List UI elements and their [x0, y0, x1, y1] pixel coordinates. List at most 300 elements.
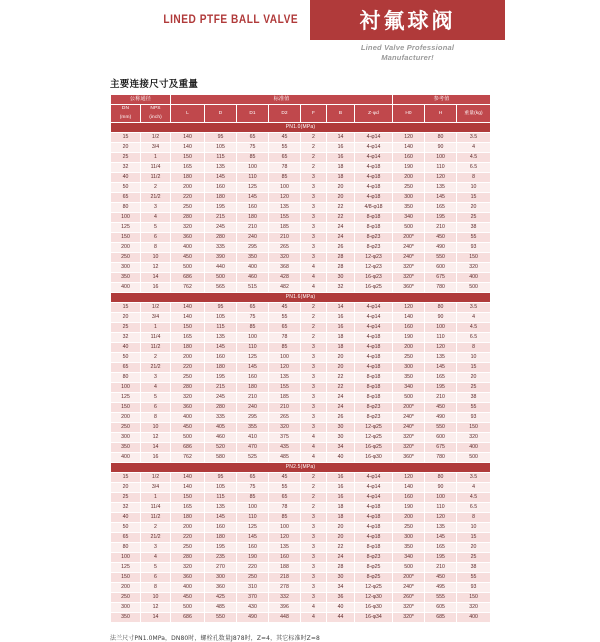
- cell-kg: 400: [457, 443, 491, 453]
- cell-zd: 4/8-φ18: [355, 203, 393, 213]
- cell-zd: 8-φ25: [355, 573, 393, 583]
- cell-d: 215: [205, 383, 237, 393]
- cell-h0: 500: [393, 563, 425, 573]
- cell-nps: 4: [141, 553, 171, 563]
- cell-zd: 4-φ18: [355, 503, 393, 513]
- table-row: [111, 583, 491, 593]
- cell-d2: 485: [269, 453, 301, 463]
- cell-b: 24: [327, 223, 355, 233]
- cell-dn: 20: [111, 483, 141, 493]
- cell-h: 210: [425, 393, 457, 403]
- cell-d2: 135: [269, 543, 301, 553]
- cell-l: 500: [171, 433, 205, 443]
- cell-dn: 100: [111, 383, 141, 393]
- table-row: [111, 333, 491, 343]
- cell-d2: 155: [269, 213, 301, 223]
- cell-zd: 16-φ23: [355, 273, 393, 283]
- cell-zd: 8-φ23: [355, 243, 393, 253]
- cell-d: 105: [205, 143, 237, 153]
- cell-d: 145: [205, 513, 237, 523]
- cell-h: 90: [425, 483, 457, 493]
- cell-l: 150: [171, 323, 205, 333]
- cell-kg: 4: [457, 483, 491, 493]
- cell-kg: 20: [457, 203, 491, 213]
- cell-kg: 25: [457, 383, 491, 393]
- cell-d: 195: [205, 373, 237, 383]
- cell-d: 280: [205, 233, 237, 243]
- cell-d1: 210: [237, 223, 269, 233]
- cell-d1: 295: [237, 413, 269, 423]
- table-row: [111, 203, 491, 213]
- cell-d: 195: [205, 203, 237, 213]
- cell-kg: 20: [457, 543, 491, 553]
- pressure-band-row: [111, 463, 491, 473]
- header-chinese-title: 衬氟球阀: [359, 9, 456, 33]
- group-header-0: 公称通径: [111, 95, 171, 105]
- table-row: [111, 593, 491, 603]
- table-row: [111, 143, 491, 153]
- cell-d2: 448: [269, 613, 301, 623]
- cell-kg: 500: [457, 453, 491, 463]
- cell-h0: 120: [393, 133, 425, 143]
- cell-dn: 80: [111, 543, 141, 553]
- cell-l: 140: [171, 133, 205, 143]
- cell-f: 3: [301, 243, 327, 253]
- cell-f: 3: [301, 213, 327, 223]
- cell-h0: 140: [393, 313, 425, 323]
- cell-dn: 50: [111, 353, 141, 363]
- cell-f: 4: [301, 613, 327, 623]
- cell-f: 3: [301, 353, 327, 363]
- cell-h0: 250: [393, 523, 425, 533]
- cell-d2: 375: [269, 433, 301, 443]
- cell-l: 280: [171, 553, 205, 563]
- cell-nps: 3/4: [141, 483, 171, 493]
- cell-d2: 100: [269, 523, 301, 533]
- cell-b: 28: [327, 263, 355, 273]
- cell-h: 450: [425, 573, 457, 583]
- cell-h: 195: [425, 383, 457, 393]
- table-row: [111, 423, 491, 433]
- cell-h0: 320*: [393, 443, 425, 453]
- cell-kg: 150: [457, 593, 491, 603]
- cell-dn: 50: [111, 183, 141, 193]
- cell-h0: 250: [393, 183, 425, 193]
- cell-f: 3: [301, 403, 327, 413]
- cell-d: 145: [205, 173, 237, 183]
- cell-h0: 240*: [393, 583, 425, 593]
- section-title: 主要连接尺寸及重量: [110, 79, 199, 90]
- cell-b: 18: [327, 503, 355, 513]
- cell-l: 280: [171, 383, 205, 393]
- cell-d2: 65: [269, 493, 301, 503]
- cell-kg: 38: [457, 563, 491, 573]
- cell-dn: 15: [111, 303, 141, 313]
- table-row: [111, 253, 491, 263]
- table-row: [111, 433, 491, 443]
- cell-d2: 78: [269, 503, 301, 513]
- cell-h: 550: [425, 423, 457, 433]
- column-header-zd: Z-φd: [355, 105, 393, 123]
- cell-f: 2: [301, 163, 327, 173]
- table-row: [111, 373, 491, 383]
- cell-l: 400: [171, 583, 205, 593]
- cell-nps: 5: [141, 563, 171, 573]
- cell-f: 3: [301, 413, 327, 423]
- cell-b: 22: [327, 543, 355, 553]
- cell-dn: 20: [111, 313, 141, 323]
- cell-zd: 4-φ18: [355, 523, 393, 533]
- cell-dn: 32: [111, 503, 141, 513]
- cell-d2: 185: [269, 393, 301, 403]
- cell-d2: 135: [269, 373, 301, 383]
- cell-nps: 14: [141, 443, 171, 453]
- cell-f: 3: [301, 583, 327, 593]
- cell-d2: 185: [269, 223, 301, 233]
- pressure-band-row: [111, 123, 491, 133]
- cell-h: 195: [425, 213, 457, 223]
- table-row: [111, 543, 491, 553]
- cell-f: 2: [301, 143, 327, 153]
- table-row: [111, 213, 491, 223]
- cell-dn: 80: [111, 203, 141, 213]
- cell-zd: 4-φ14: [355, 483, 393, 493]
- cell-d2: 160: [269, 553, 301, 563]
- cell-h: 100: [425, 153, 457, 163]
- cell-nps: 16: [141, 453, 171, 463]
- cell-zd: 8-φ23: [355, 233, 393, 243]
- cell-h: 675: [425, 273, 457, 283]
- cell-d: 425: [205, 593, 237, 603]
- cell-d: 460: [205, 433, 237, 443]
- cell-b: 14: [327, 133, 355, 143]
- header-english-title: LINED PTFE BALL VALVE: [163, 14, 298, 26]
- cell-b: 16: [327, 493, 355, 503]
- cell-b: 28: [327, 563, 355, 573]
- cell-l: 762: [171, 283, 205, 293]
- cell-b: 18: [327, 513, 355, 523]
- cell-dn: 350: [111, 443, 141, 453]
- cell-dn: 125: [111, 223, 141, 233]
- pressure-band-row: [111, 293, 491, 303]
- cell-d2: 435: [269, 443, 301, 453]
- cell-d1: 370: [237, 593, 269, 603]
- table-row: [111, 323, 491, 333]
- cell-nps: 3: [141, 373, 171, 383]
- cell-dn: 40: [111, 173, 141, 183]
- cell-l: 280: [171, 213, 205, 223]
- cell-dn: 32: [111, 163, 141, 173]
- cell-zd: 8-φ23: [355, 403, 393, 413]
- cell-b: 16: [327, 313, 355, 323]
- cell-h0: 200*: [393, 573, 425, 583]
- cell-h: 100: [425, 493, 457, 503]
- cell-l: 250: [171, 203, 205, 213]
- cell-dn: 65: [111, 193, 141, 203]
- cell-dn: 25: [111, 493, 141, 503]
- cell-nps: 10: [141, 593, 171, 603]
- column-header-d1: D1: [237, 105, 269, 123]
- cell-d2: 320: [269, 253, 301, 263]
- cell-zd: 8-φ18: [355, 543, 393, 553]
- cell-dn: 20: [111, 143, 141, 153]
- cell-nps: 5: [141, 393, 171, 403]
- cell-l: 140: [171, 303, 205, 313]
- cell-h0: 340: [393, 213, 425, 223]
- cell-h: 80: [425, 133, 457, 143]
- sub-header-row: [111, 105, 491, 123]
- cell-zd: 16-φ25: [355, 283, 393, 293]
- cell-d2: 155: [269, 383, 301, 393]
- cell-d: 145: [205, 343, 237, 353]
- table-row: [111, 573, 491, 583]
- table-row: [111, 503, 491, 513]
- cell-nps: 8: [141, 413, 171, 423]
- cell-d1: 160: [237, 373, 269, 383]
- cell-nps: 1/2: [141, 473, 171, 483]
- cell-nps: 1/2: [141, 303, 171, 313]
- cell-dn: 200: [111, 413, 141, 423]
- cell-nps: 1: [141, 323, 171, 333]
- cell-kg: 400: [457, 273, 491, 283]
- cell-l: 165: [171, 333, 205, 343]
- cell-zd: 4-φ14: [355, 303, 393, 313]
- cell-dn: 125: [111, 563, 141, 573]
- cell-zd: 12-φ30: [355, 593, 393, 603]
- header-tagline-line1: Lined Valve Professional: [360, 43, 455, 52]
- cell-kg: 4: [457, 143, 491, 153]
- cell-d1: 110: [237, 513, 269, 523]
- cell-b: 14: [327, 303, 355, 313]
- group-header-1: 标准值: [171, 95, 393, 105]
- cell-h: 135: [425, 523, 457, 533]
- cell-zd: 8-φ18: [355, 383, 393, 393]
- cell-d1: 100: [237, 163, 269, 173]
- cell-d2: 100: [269, 353, 301, 363]
- cell-h: 600: [425, 433, 457, 443]
- cell-h0: 120: [393, 303, 425, 313]
- cell-l: 180: [171, 343, 205, 353]
- cell-h0: 320*: [393, 603, 425, 613]
- cell-b: 26: [327, 243, 355, 253]
- cell-nps: 21/2: [141, 533, 171, 543]
- cell-h: 165: [425, 373, 457, 383]
- cell-zd: 4-φ18: [355, 533, 393, 543]
- pressure-band-2: PN2.5(MPa): [111, 463, 491, 473]
- cell-d1: 490: [237, 613, 269, 623]
- cell-d: 135: [205, 163, 237, 173]
- cell-zd: 8-φ23: [355, 413, 393, 423]
- cell-d2: 265: [269, 243, 301, 253]
- cell-d: 280: [205, 403, 237, 413]
- cell-zd: 4-φ18: [355, 343, 393, 353]
- table-row: [111, 413, 491, 423]
- cell-h0: 140: [393, 483, 425, 493]
- cell-l: 686: [171, 613, 205, 623]
- cell-l: 450: [171, 423, 205, 433]
- cell-h0: 360*: [393, 453, 425, 463]
- cell-dn: 15: [111, 473, 141, 483]
- cell-kg: 55: [457, 233, 491, 243]
- cell-kg: 6.5: [457, 163, 491, 173]
- cell-h0: 340: [393, 553, 425, 563]
- column-header-nps: NPS (inch): [141, 105, 171, 123]
- cell-d2: 428: [269, 273, 301, 283]
- table-row: [111, 353, 491, 363]
- cell-h: 780: [425, 453, 457, 463]
- header-tagline-line2: Manufacturer!: [381, 53, 434, 63]
- table-row: [111, 133, 491, 143]
- cell-h: 145: [425, 533, 457, 543]
- cell-kg: 8: [457, 173, 491, 183]
- cell-h: 90: [425, 313, 457, 323]
- table-row: [111, 173, 491, 183]
- cell-h0: 320*: [393, 433, 425, 443]
- cell-kg: 15: [457, 363, 491, 373]
- cell-h0: 200*: [393, 403, 425, 413]
- cell-l: 250: [171, 543, 205, 553]
- cell-zd: 12-φ23: [355, 253, 393, 263]
- cell-d1: 310: [237, 583, 269, 593]
- cell-f: 2: [301, 473, 327, 483]
- cell-nps: 5: [141, 223, 171, 233]
- cell-d1: 75: [237, 143, 269, 153]
- cell-dn: 200: [111, 583, 141, 593]
- cell-l: 180: [171, 513, 205, 523]
- cell-d1: 400: [237, 263, 269, 273]
- pressure-band-0: PN1.0(MPa): [111, 123, 491, 133]
- cell-l: 140: [171, 143, 205, 153]
- cell-f: 3: [301, 203, 327, 213]
- cell-h0: 120: [393, 473, 425, 483]
- cell-d1: 160: [237, 543, 269, 553]
- cell-nps: 6: [141, 233, 171, 243]
- cell-b: 30: [327, 423, 355, 433]
- cell-d: 115: [205, 153, 237, 163]
- cell-h0: 190: [393, 163, 425, 173]
- cell-l: 686: [171, 273, 205, 283]
- cell-h: 90: [425, 143, 457, 153]
- cell-l: 500: [171, 263, 205, 273]
- cell-d2: 320: [269, 423, 301, 433]
- cell-d: 270: [205, 563, 237, 573]
- cell-zd: 8-φ23: [355, 553, 393, 563]
- cell-b: 30: [327, 573, 355, 583]
- cell-dn: 40: [111, 343, 141, 353]
- cell-b: 20: [327, 353, 355, 363]
- cell-l: 180: [171, 173, 205, 183]
- cell-l: 150: [171, 153, 205, 163]
- cell-kg: 400: [457, 613, 491, 623]
- cell-kg: 4.5: [457, 493, 491, 503]
- cell-b: 30: [327, 433, 355, 443]
- pressure-band-1: PN1.6(MPa): [111, 293, 491, 303]
- cell-b: 18: [327, 173, 355, 183]
- cell-l: 140: [171, 473, 205, 483]
- table-row: [111, 553, 491, 563]
- cell-h: 685: [425, 613, 457, 623]
- cell-d1: 240: [237, 233, 269, 243]
- table-row: [111, 523, 491, 533]
- cell-zd: 4-φ14: [355, 133, 393, 143]
- cell-dn: 25: [111, 323, 141, 333]
- cell-h: 550: [425, 253, 457, 263]
- table-row: [111, 473, 491, 483]
- header-english-block: [0, 0, 310, 40]
- cell-kg: 10: [457, 183, 491, 193]
- cell-zd: 16-φ34: [355, 613, 393, 623]
- cell-b: 22: [327, 383, 355, 393]
- cell-b: 24: [327, 553, 355, 563]
- cell-d: 335: [205, 413, 237, 423]
- cell-d2: 85: [269, 343, 301, 353]
- cell-d1: 355: [237, 423, 269, 433]
- cell-kg: 500: [457, 283, 491, 293]
- cell-d1: 525: [237, 453, 269, 463]
- cell-f: 2: [301, 153, 327, 163]
- cell-l: 200: [171, 523, 205, 533]
- cell-d1: 210: [237, 393, 269, 403]
- cell-d: 360: [205, 583, 237, 593]
- cell-d2: 45: [269, 473, 301, 483]
- cell-h0: 300: [393, 193, 425, 203]
- cell-nps: 4: [141, 383, 171, 393]
- cell-d1: 180: [237, 213, 269, 223]
- cell-f: 4: [301, 603, 327, 613]
- cell-d2: 218: [269, 573, 301, 583]
- cell-zd: 4-φ14: [355, 143, 393, 153]
- cell-l: 500: [171, 603, 205, 613]
- cell-b: 16: [327, 483, 355, 493]
- cell-kg: 320: [457, 263, 491, 273]
- cell-b: 30: [327, 273, 355, 283]
- cell-d2: 120: [269, 533, 301, 543]
- group-header-row: [111, 95, 491, 105]
- table-row: [111, 223, 491, 233]
- cell-f: 4: [301, 433, 327, 443]
- cell-d: 565: [205, 283, 237, 293]
- cell-zd: 8-φ18: [355, 213, 393, 223]
- cell-d: 335: [205, 243, 237, 253]
- cell-nps: 8: [141, 583, 171, 593]
- cell-d: 160: [205, 523, 237, 533]
- cell-l: 150: [171, 493, 205, 503]
- cell-l: 400: [171, 243, 205, 253]
- cell-zd: 4-φ18: [355, 173, 393, 183]
- cell-d2: 55: [269, 143, 301, 153]
- cell-d1: 110: [237, 173, 269, 183]
- cell-nps: 3/4: [141, 313, 171, 323]
- cell-nps: 1: [141, 493, 171, 503]
- cell-h: 675: [425, 443, 457, 453]
- column-header-d: D: [205, 105, 237, 123]
- cell-f: 3: [301, 193, 327, 203]
- cell-d: 580: [205, 453, 237, 463]
- cell-kg: 6.5: [457, 503, 491, 513]
- cell-h: 450: [425, 233, 457, 243]
- cell-d: 95: [205, 303, 237, 313]
- cell-b: 20: [327, 183, 355, 193]
- cell-d: 95: [205, 133, 237, 143]
- cell-dn: 300: [111, 603, 141, 613]
- cell-f: 4: [301, 443, 327, 453]
- cell-nps: 12: [141, 603, 171, 613]
- cell-h0: 140: [393, 143, 425, 153]
- cell-b: 22: [327, 213, 355, 223]
- cell-f: 3: [301, 173, 327, 183]
- cell-b: 16: [327, 143, 355, 153]
- cell-d2: 278: [269, 583, 301, 593]
